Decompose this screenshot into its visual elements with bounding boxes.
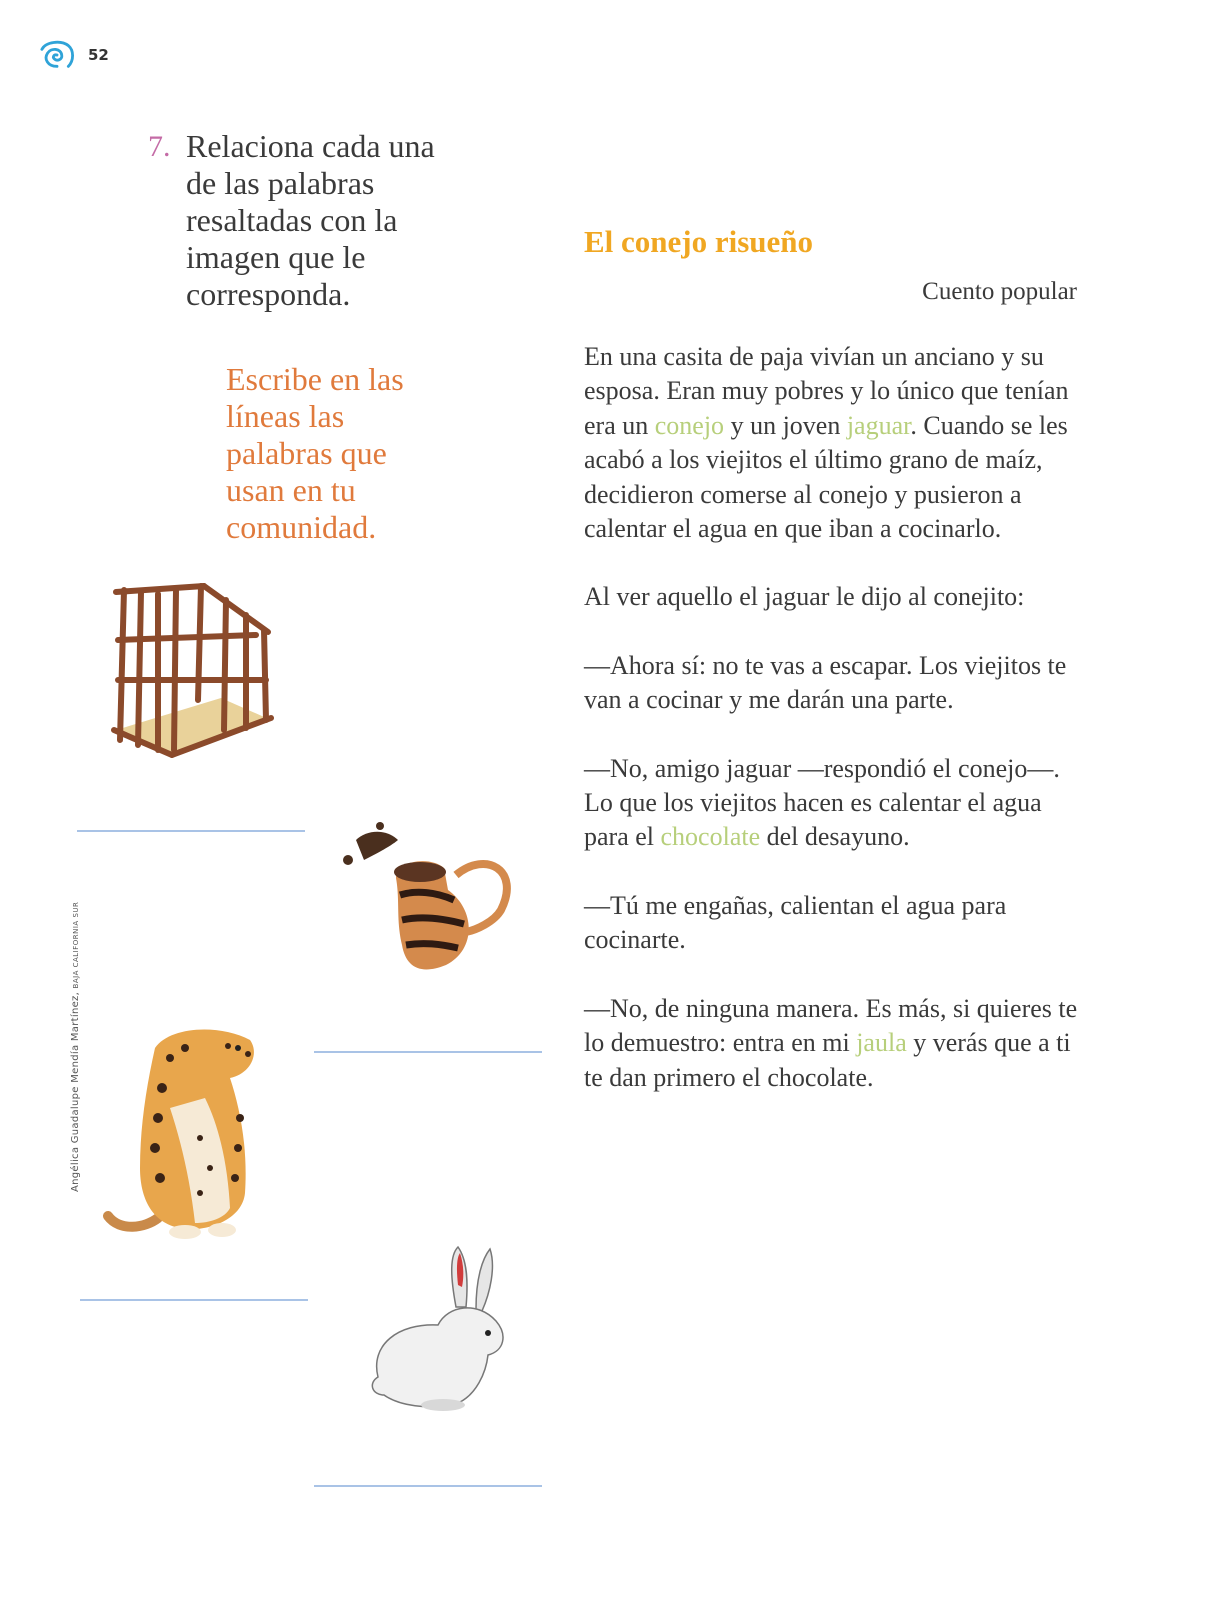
answer-line-4[interactable] (314, 1485, 542, 1487)
answer-line-1[interactable] (77, 830, 305, 832)
story-paragraph-2: Al ver aquello el jaguar le dijo al conejito: (584, 582, 1025, 612)
jaguar-illustration (100, 1018, 265, 1240)
highlight-word-jaguar: jaguar (846, 410, 911, 440)
credit-author: Angélica Guadalupe Mendía Martínez, (70, 991, 81, 1192)
activity-subinstruction: Escribe en las líneas las palabras que usan en tu comunidad. (226, 361, 404, 545)
answer-line-3[interactable] (80, 1299, 308, 1301)
page-number: 52 (88, 46, 109, 64)
story-paragraph-6: —No, de ninguna manera. Es más, si quieres te lo demuestro: entra en mi jaula y verás que a ti te dan primero el chocolate. (584, 993, 1078, 1092)
rabbit-illustration (358, 1245, 518, 1413)
activity-text: Relaciona cada una de las palabras resaltadas con la imagen que le corresponda. (186, 128, 435, 312)
story-section (584, 222, 1084, 1129)
story-paragraph-3: —Ahora sí: no te vas a escapar. Los viejitos te van a cocinar y me darán una parte. (584, 650, 1067, 715)
answer-line-2[interactable] (314, 1051, 542, 1053)
pot-illustration (336, 820, 521, 980)
story-paragraph-4: —No, amigo jaguar —respondió el conejo—. Lo que los viejitos hacen es calentar el agua para el chocolate del desayuno. (584, 753, 1060, 852)
story-paragraph-5: —Tú me engañas, calientan el agua para cocinarte. (584, 890, 1007, 955)
highlight-word-jaula: jaula (856, 1028, 907, 1058)
highlight-word-chocolate: chocolate (660, 822, 761, 852)
activity-instruction (148, 128, 438, 313)
credit-place: BAJA CALIFORNIA SUR (72, 901, 80, 989)
story-subtitle: Cuento popular (922, 278, 1077, 305)
spiral-icon (38, 38, 76, 72)
page-header (38, 38, 109, 72)
activity-number: 7. (148, 130, 171, 163)
story-title: El conejo risueño (584, 224, 814, 259)
story-paragraph-1: En una casita de paja vivían un anciano y su esposa. Eran muy pobres y lo único que tenían era un conejo y un joven jaguar. Cuando se les acabó a los viejitos el último grano de maíz, decidieron comerse al conejo y pusieron a calentar el agua en que iban a cocinarlo. (584, 342, 1069, 544)
highlight-word-conejo: conejo (654, 410, 725, 440)
cage-illustration (106, 580, 276, 760)
illustration-credit (70, 902, 81, 1192)
